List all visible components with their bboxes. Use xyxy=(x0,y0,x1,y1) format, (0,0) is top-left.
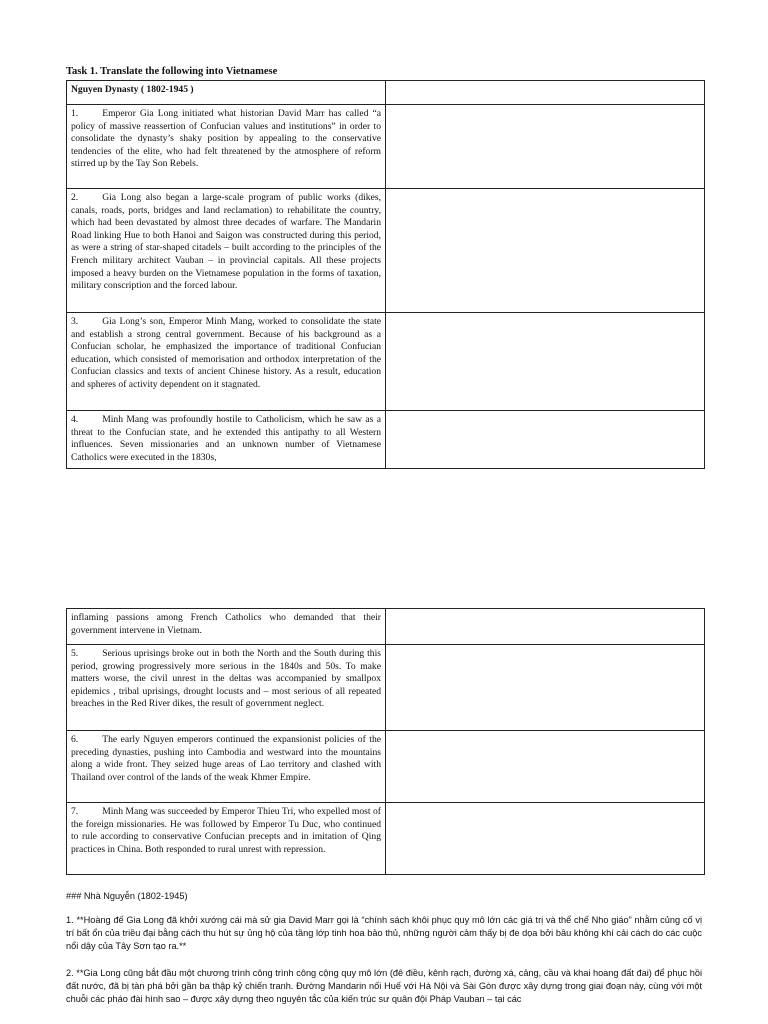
translation-cell[interactable] xyxy=(386,313,705,411)
table-row xyxy=(67,411,705,469)
row-text: Gia Long’s son, Emperor Minh Mang, worked to consolidate the state and establish a strong central government. Because of his background as a Confucian scholar, he emphasized the importance of traditional Confucian education, which consisted of memorisation and orthodox interpretation of the Confucian classics and texts of ancient Chinese history. As a result, education and spheres of activity dependent on it stagnated. xyxy=(71,316,381,390)
translation-cell[interactable] xyxy=(386,645,705,731)
translation-cell[interactable] xyxy=(386,411,705,469)
translation-cell[interactable] xyxy=(386,105,705,189)
table-row xyxy=(67,731,705,803)
row-text: Emperor Gia Long initiated what historian David Marr has called “a policy of massive reassertion of Confucian values and institutions” in order to consolidate the dynasty’s shaky position by appealing to the conservative tendencies of the elite, who had felt threatened by the atmosphere of reform stirred up by the Tay Son Rebels. xyxy=(71,108,381,170)
translation-cell[interactable] xyxy=(386,609,705,645)
table-row xyxy=(67,189,705,313)
source-cell xyxy=(67,609,386,645)
translation-cell[interactable] xyxy=(386,189,705,313)
task-title: Task 1. Translate the following into Vietnamese xyxy=(66,66,278,77)
row-number: 2. xyxy=(71,192,79,203)
source-cell xyxy=(67,313,386,411)
translation-table-page1 xyxy=(66,80,705,469)
source-cell xyxy=(67,731,386,803)
table-row xyxy=(67,609,705,645)
table-row xyxy=(67,105,705,189)
table-row xyxy=(67,313,705,411)
source-cell xyxy=(67,105,386,189)
vietnamese-paragraph-2: 2. **Gia Long cũng bắt đầu một chương trình công trình công cộng quy mô lớn (đê điều, kênh rạch, đường xá, cảng, cầu và khai hoang đất đai) để phục hồi đất nước, đã bị tàn phá bởi gần ba thập kỷ chiến tranh. Đường Mandarin nối Huế với Hà Nội và Sài Gòn được xây dựng trong giai đoạn này, cùng với một chuỗi các pháo đài hình sao – được xây dựng theo nguyên tắc của kiến trúc sư quân đội Pháp Vauban – tại các xyxy=(66,968,702,1005)
translation-cell[interactable] xyxy=(386,731,705,803)
row-number: 1. xyxy=(71,108,79,119)
row-text: Serious uprisings broke out in both the North and the South during this period, growing progressively more serious in the 1840s and 50s. To make matters worse, the civil unrest in the deltas was accompanied by smallpox epidemics , tribal uprisings, drought locusts and – most serious of all repeated breaches in the Red River dikes, the result of government neglect. xyxy=(71,648,381,710)
source-cell xyxy=(67,189,386,313)
translation-cell[interactable] xyxy=(386,803,705,875)
source-cell xyxy=(67,411,386,469)
row-text: Minh Mang was profoundly hostile to Catholicism, which he saw as a threat to the Confucian state, and he extended this antipathy to all Western influences. Seven missionaries and an unknown number of Vietnamese Catholics were executed in the 1830s, xyxy=(71,414,381,463)
vietnamese-paragraph-1: 1. **Hoàng đế Gia Long đã khởi xướng cái mà sử gia David Marr gọi là “chính sách khôi phục quy mô lớn các giá trị và thể chế Nho giáo” nhằm củng cố vị trí bất ổn của triều đại bằng cách thu hút sự ủng hộ của tầng lớp tinh hoa bảo thủ, những người cảm thấy bị đe dọa bởi bầu không khí cải cách do các cuộc nổi dậy của Tây Sơn tạo ra.** xyxy=(66,915,702,952)
table-row xyxy=(67,645,705,731)
row-number: 3. xyxy=(71,316,79,327)
row-text: Gia Long also began a large-scale program of public works (dikes, canals, roads, ports, bridges and land reclamation) to rehabilitate the country, which had been devastated by almost three decades of warfare. The Mandarin Road linking Hue to both Hanoi and Saigon was constructed during this period, as were a string of star-shaped citadels – built according to the principles of the French military architect Vauban – in provincial capitals. All these projects imposed a heavy burden on the Vietnamese population in the forms of taxation, military conscription and the forced labour. xyxy=(71,192,381,292)
row-number: 7. xyxy=(71,806,79,817)
row-number: 4. xyxy=(71,414,79,425)
table-header-row xyxy=(67,81,705,105)
translation-cell[interactable] xyxy=(386,81,705,105)
table-header: Nguyen Dynasty ( 1802-1945 ) xyxy=(67,81,386,105)
source-cell xyxy=(67,803,386,875)
source-cell xyxy=(67,645,386,731)
table-row xyxy=(67,803,705,875)
row-number: 6. xyxy=(71,734,79,745)
row-text: inflaming passions among French Catholics who demanded that their government intervene in Vietnam. xyxy=(71,612,381,636)
translation-table-page2 xyxy=(66,608,705,875)
row-text: Minh Mang was succeeded by Emperor Thieu Tri, who expelled most of the foreign missionaries. He was followed by Emperor Tu Duc, who continued to rule according to conservative Confucian precepts and in imitation of Qing practices in China. Both responded to rural unrest with repression. xyxy=(71,806,381,855)
vietnamese-heading: ### Nhà Nguyễn (1802-1945) xyxy=(66,891,188,901)
row-number: 5. xyxy=(71,648,79,659)
row-text: The early Nguyen emperors continued the expansionist policies of the preceding dynasties, pushing into Cambodia and westward into the mountains along a wide front. They seized huge areas of Lao territory and clashed with Thailand over control of the lands of the weak Khmer Empire. xyxy=(71,734,381,783)
